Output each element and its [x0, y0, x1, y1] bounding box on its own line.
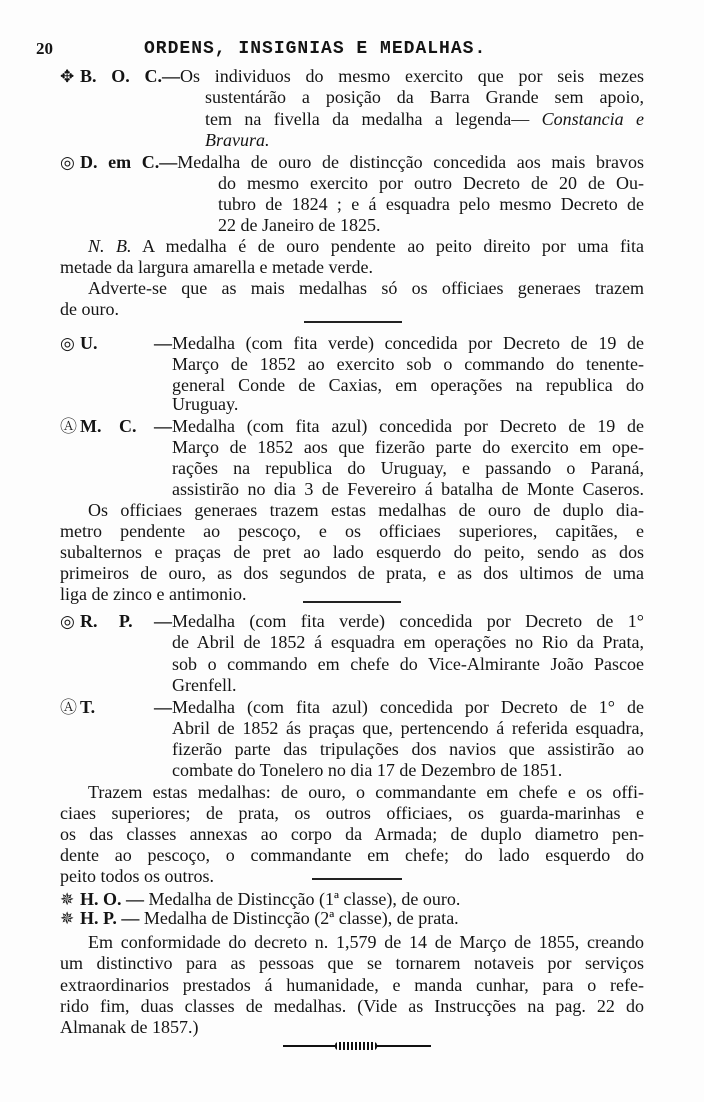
text-line: fizerão parte das tripulações dos navios que assistirão ao [172, 739, 644, 759]
text-line: Adverte-se que as mais medalhas só os officiaes generaes trazem [88, 278, 644, 298]
note-label: N. B. [88, 236, 132, 256]
text-line: Abril de 1852 ás praças que, pertencendo á referida esquadra, [172, 718, 644, 738]
text-line: Almanak de 1857.) [60, 1017, 199, 1037]
text-line: extraordinarios prestados á humanidade, e manda cunhar, para o refe- [60, 975, 644, 995]
entry-ho [60, 889, 644, 910]
text-line: Medalha (com fita verde) concedida por Decreto de 1° [172, 611, 644, 631]
entry-hp [60, 908, 644, 929]
entry-label: U. — [80, 333, 172, 353]
text-line: metade da largura amarella e metade verde. [60, 257, 373, 277]
entry-boc [60, 66, 644, 87]
text-line: um distinctivo para as pessoas que se tornarem notaveis por serviços [60, 953, 644, 973]
text-line: Medalha de Distincção (1ª classe), de ouro. [148, 889, 461, 909]
entry-label: M. C. — [80, 416, 172, 436]
letter-a-medal-icon: Ⓐ [60, 417, 77, 436]
ring-medal-icon: ◎ [60, 612, 75, 631]
entry-label: B. O. C.— [80, 66, 181, 86]
text-line: ciaes superiores; de prata, os outros officiaes, os guarda-marinhas e [60, 803, 644, 823]
letter-a-medal-icon: Ⓐ [60, 698, 77, 717]
text-line: sustentárão a posição da Barra Grande sem apoio, [205, 87, 644, 107]
entry-rp [60, 611, 644, 632]
text-line: Medalha (com fita azul) concedida por Decreto de 1° de [172, 697, 644, 717]
text-line: dente ao pescoço, o commandante em chefe; do lado esquerdo do [60, 845, 644, 865]
text-line: Março de 1852 ao exercito sob o commando do tenente- [172, 354, 644, 374]
page-number: 20 [36, 39, 53, 58]
text-line: peito todos os outros. [60, 866, 215, 886]
section-divider [312, 878, 402, 880]
entry-t [60, 697, 644, 718]
note-nb [60, 236, 644, 257]
text-line: Os officiaes generaes trazem estas medalhas de ouro de duplo dia- [88, 500, 644, 520]
text-line: rações na republica do Uruguay, e passando o Paraná, [172, 458, 644, 478]
text-line: liga de zinco e antimonio. [60, 584, 247, 604]
text-line: Uruguay. [172, 394, 239, 414]
text-line: de Abril de 1852 á esquadra em operações no Rio da Prata, [172, 632, 644, 652]
section-divider [304, 321, 402, 323]
motto: Bravura. [205, 130, 270, 150]
text-line: Os individuos do mesmo exercito que por seis mezes [180, 66, 644, 86]
text-line: combate do Tonelero no dia 17 de Dezembro de 1851. [172, 760, 563, 780]
text-line: Março de 1852 aos que fizerão parte do exercito em ope- [172, 437, 644, 457]
motto: Constancia e [541, 109, 644, 129]
text-line: Medalha (com fita verde) concedida por Decreto de 19 de [172, 333, 644, 353]
entry-mc [60, 416, 644, 437]
text-line: 22 de Janeiro de 1825. [218, 215, 381, 235]
text-line: metro pendente ao pescoço, e os officiaes superiores, capitães, e [60, 521, 644, 541]
ring-medal-icon: ◎ [60, 153, 75, 172]
text-line: Trazem estas medalhas: de ouro, o commandante em chefe e os offi- [88, 782, 644, 802]
cross-medal-icon: ✥ [60, 67, 75, 86]
entry-label: R. P. — [80, 611, 172, 631]
entry-label: D. em C.— [80, 152, 178, 172]
entry-label: T. — [80, 697, 172, 717]
text-line: assistirão no dia 3 de Fevereiro á batalha de Monte Caseros. [172, 479, 644, 499]
text-line: subalternos e praças de pret ao lado esquerdo do peito, sendo as dos [60, 542, 644, 562]
text-line: rido fim, duas classes de medalhas. (Vide as Instrucções na pag. 22 do [60, 996, 644, 1016]
text-line: Medalha de ouro de distincção concedida aos mais bravos [177, 152, 645, 172]
text-line [205, 109, 644, 130]
text-line: A medalha é de ouro pendente ao peito direito por uma fita [142, 236, 644, 256]
entry-label: H. O. — [80, 889, 145, 909]
text-line: de ouro. [60, 299, 119, 319]
entry-u [60, 333, 644, 354]
text-line: Grenfell. [172, 675, 237, 695]
section-divider [303, 601, 401, 603]
text-line: do mesmo exercito por outro Decreto de 20 de Ou- [218, 173, 644, 193]
star-medal-icon: ✵ [60, 890, 75, 909]
running-header [36, 37, 556, 61]
motto-cont [205, 130, 644, 151]
end-ornament [283, 1044, 431, 1048]
entry-d-em-c [60, 152, 644, 173]
page-title: ORDENS, INSIGNIAS E MEDALHAS. [144, 39, 487, 59]
text-line: Medalha de Distincção (2ª classe), de prata. [143, 908, 459, 928]
text-run: tem na fivella da medalha a legenda— [205, 109, 530, 129]
text-line: tubro de 1824 ; e á esquadra pelo mesmo Decreto de [218, 194, 644, 214]
text-line: primeiros de ouro, as dos segundos de prata, e as dos ultimos de uma [60, 563, 644, 583]
text-line: os das classes annexas ao corpo da Armada; de duplo diametro pen- [60, 824, 644, 844]
text-line: Em conformidade do decreto n. 1,579 de 14 de Março de 1855, creando [88, 932, 644, 952]
text-line: general Conde de Caxias, em operações na republica do [172, 375, 644, 395]
star-medal-icon: ✵ [60, 909, 75, 928]
text-line: Medalha (com fita azul) concedida por Decreto de 19 de [172, 416, 644, 436]
text-line: sob o commando em chefe do Vice-Almirante João Pascoe [172, 654, 644, 674]
ring-medal-icon: ◎ [60, 334, 75, 353]
entry-label: H. P. — [80, 908, 140, 928]
